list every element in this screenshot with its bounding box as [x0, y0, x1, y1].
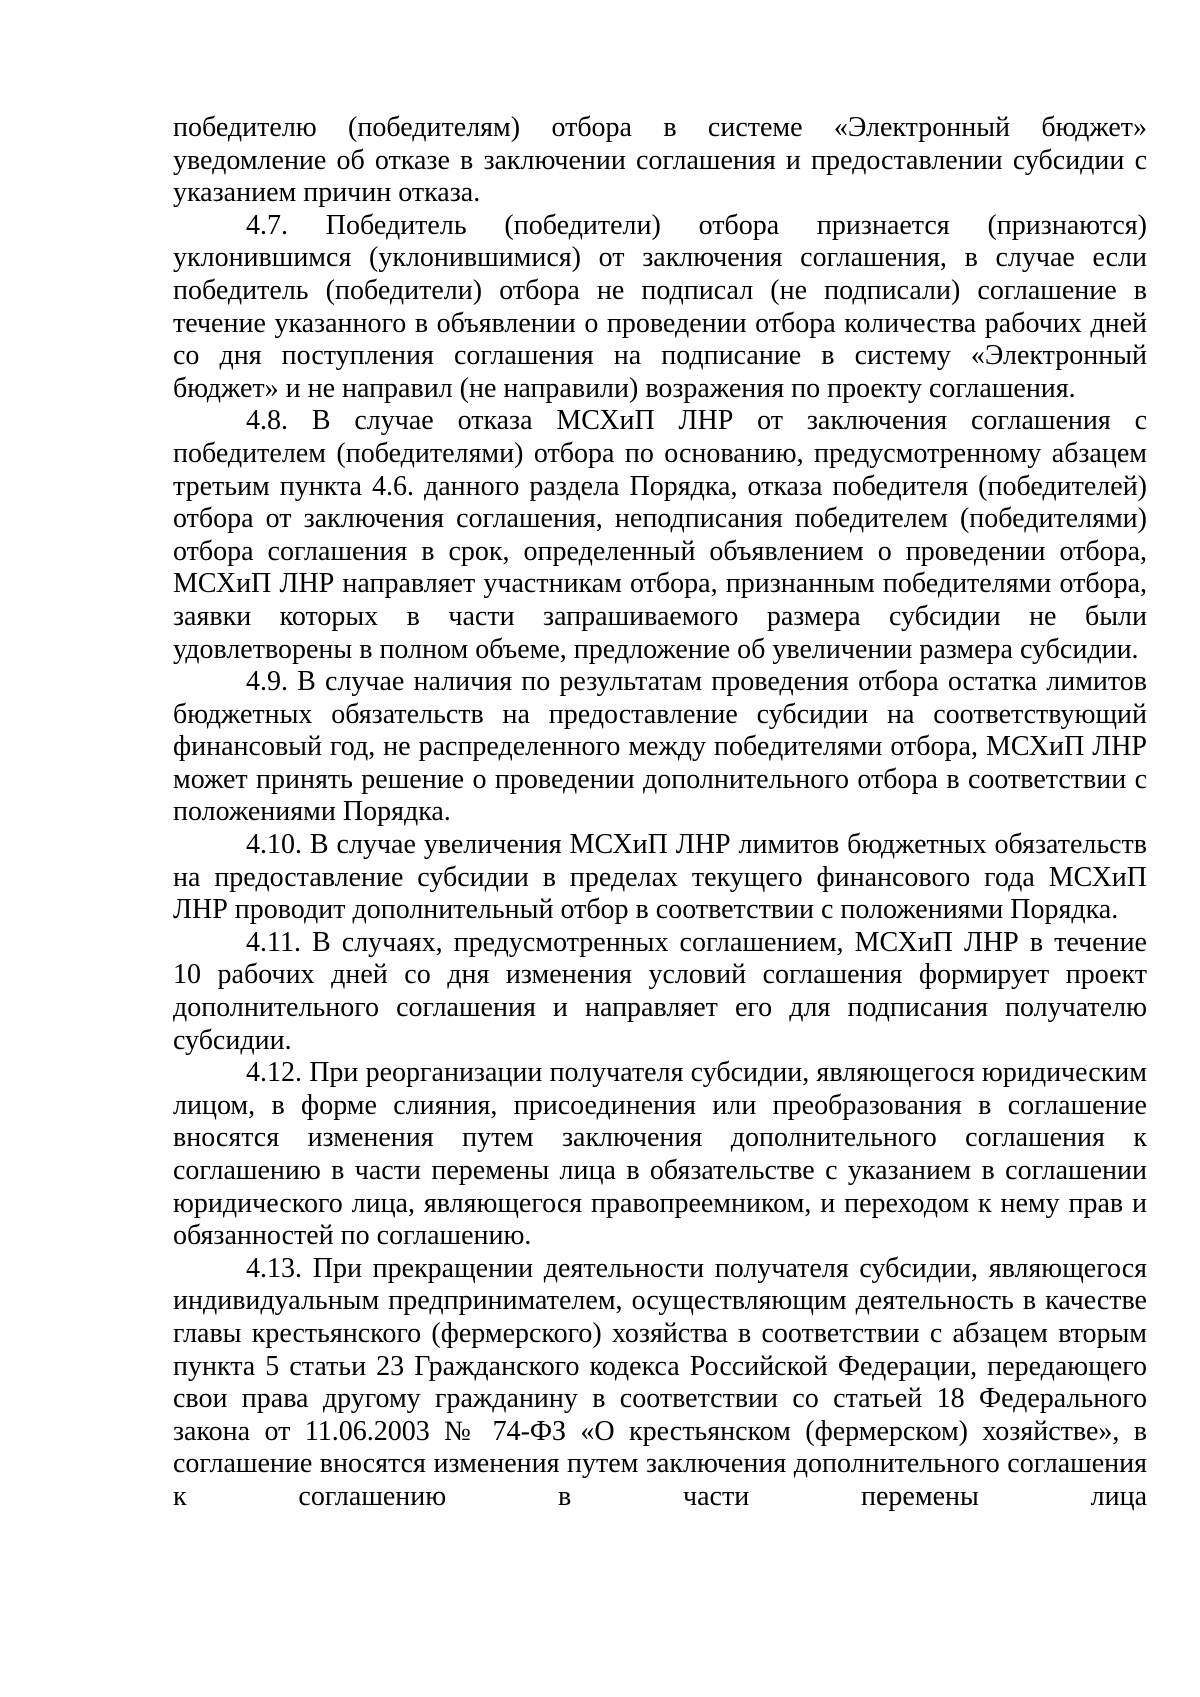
paragraph-continuation: победителю (победителям) отбора в системе «Электронный бюджет» уведомление об отказе в заключении соглашения и предоставлении субсидии с указанием причин отказа. — [173, 112, 1147, 209]
paragraph-4-9: 4.9. В случае наличия по результатам проведения отбора остатка лимитов бюджетных обязательств на предоставление субсидии на соответствующий финансовый год, не распределенного между победителями отбора, МСХиП ЛНР может принять решение о проведении дополнительного отбора в соответствии с положениями Порядка. — [173, 666, 1147, 828]
paragraph-4-11: 4.11. В случаях, предусмотренных соглашением, МСХиП ЛНР в течение 10 рабочих дней со дня изменения условий соглашения формирует проект дополнительного соглашения и направляет его для подписания получателю субсидии. — [173, 926, 1147, 1056]
paragraph-4-7: 4.7. Победитель (победители) отбора признается (признаются) уклонившимся (уклонившимися) от заключения соглашения, в случае если победитель (победители) отбора не подписал (не подписали) соглашение в течение указанного в объявлении о проведении отбора количества рабочих дней со дня поступления соглашения на подписание в систему «Электронный бюджет» и не направил (не направили) возражения по проекту соглашения. — [173, 209, 1147, 404]
paragraph-4-12: 4.12. При реорганизации получателя субсидии, являющегося юридическим лицом, в форме слияния, присоединения или преобразования в соглашение вносятся изменения путем заключения дополнительного соглашения к соглашению в части перемены лица в обязательстве с указанием в соглашении юридического лица, являющегося правопреемником, и переходом к нему прав и обязанностей по соглашению. — [173, 1057, 1147, 1252]
document-body — [173, 112, 1147, 1514]
paragraph-4-13: 4.13. При прекращении деятельности получателя субсидии, являющегося индивидуальным предпринимателем, осуществляющим деятельность в качестве главы крестьянского (фермерского) хозяйства в соответствии с абзацем вторым пункта 5 статьи 23 Гражданского кодекса Российской Федерации, передающего свои права другому гражданину в соответствии со статьей 18 Федерального закона от 11.06.2003 № 74-ФЗ «О крестьянском (фермерском) хозяйстве», в соглашение вносятся изменения путем заключения дополнительного соглашения к соглашению в части перемены лица — [173, 1252, 1147, 1512]
paragraph-4-10: 4.10. В случае увеличения МСХиП ЛНР лимитов бюджетных обязательств на предоставление субсидии в пределах текущего финансового года МСХиП ЛНР проводит дополнительный отбор в соответствии с положениями Порядка. — [173, 829, 1147, 926]
paragraph-4-8: 4.8. В случае отказа МСХиП ЛНР от заключения соглашения с победителем (победителями) отбора по основанию, предусмотренному абзацем третьим пункта 4.6. данного раздела Порядка, отказа победителя (победителей) отбора от заключения соглашения, неподписания победителем (победителями) отбора соглашения в срок, определенный объявлением о проведении отбора, МСХиП ЛНР направляет участникам отбора, признанным победителями отбора, заявки которых в части запрашиваемого размера субсидии не были удовлетворены в полном объеме, предложение об увеличении размера субсидии. — [173, 405, 1147, 665]
